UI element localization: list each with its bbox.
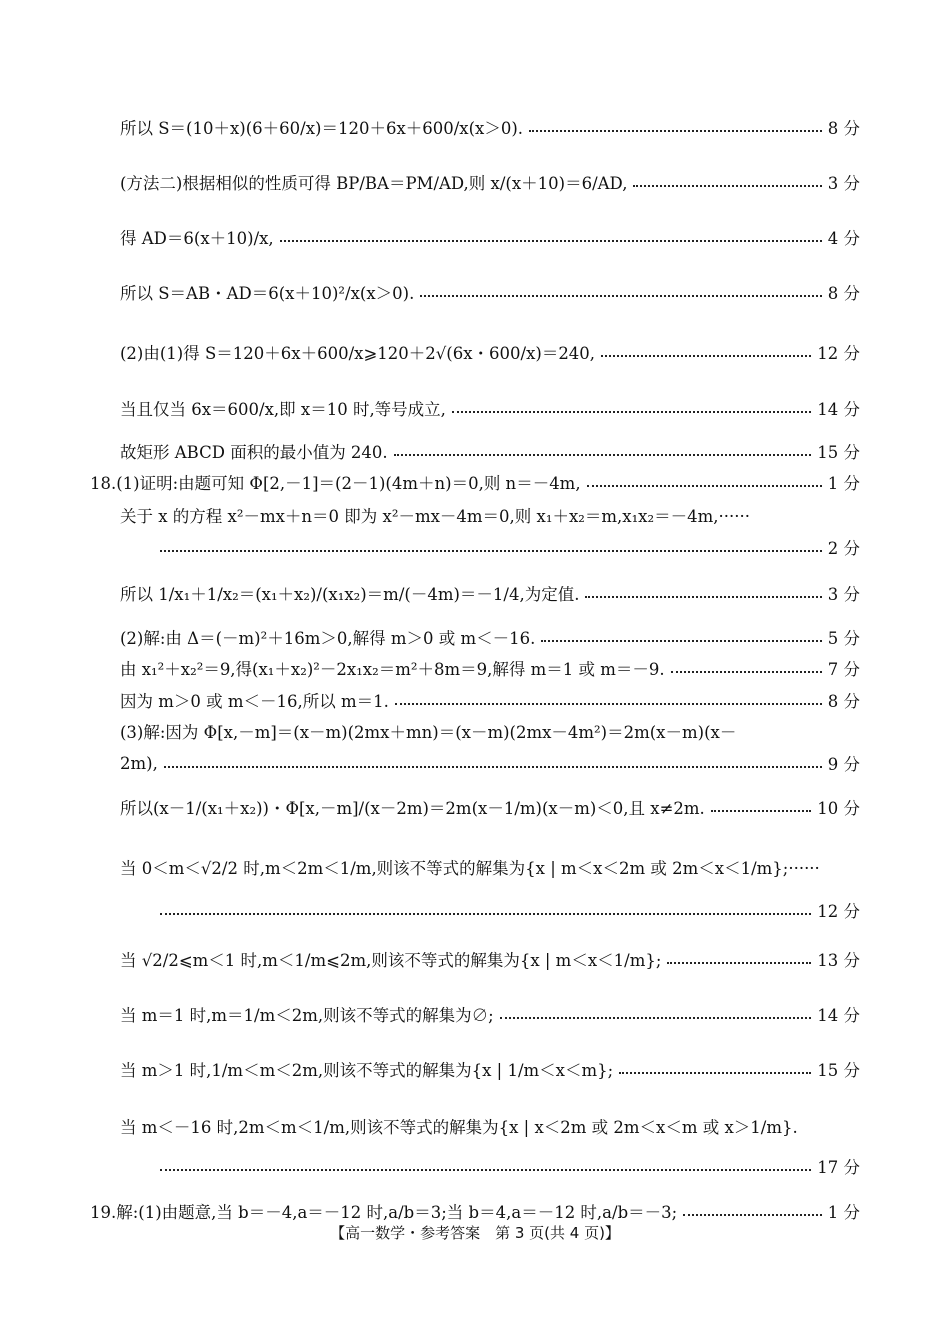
answer-line-1: [120, 112, 860, 142]
line-text: (方法二)根据相似的性质可得 BP/BA＝PM/AD,则 x/(x＋10)＝6/AD,: [120, 174, 628, 193]
leader-dots: [585, 596, 821, 598]
answer-line-15: [120, 716, 860, 746]
answer-line-12: [120, 622, 860, 652]
line-text: 18.(1)证明:由题可知 Φ[2,－1]＝(2－1)(4m＋n)＝0,则 n＝－4m,: [90, 474, 581, 493]
leader-dots: [160, 1169, 811, 1171]
answer-line-5: [120, 337, 860, 367]
leader-dots: [160, 913, 811, 915]
leader-dots: [500, 1017, 812, 1019]
leader-dots: [160, 550, 822, 552]
line-text: 所以 S＝(10＋x)(6＋60/x)＝120＋6x＋600/x(x＞0).: [120, 119, 524, 138]
leader-dots: [452, 411, 811, 413]
line-points: 10 分: [817, 799, 860, 818]
line-points: 9 分: [827, 755, 860, 774]
leader-dots: [394, 454, 812, 456]
line-points: 5 分: [827, 629, 860, 648]
line-text: 所以(x－1/(x₁＋x₂))・Φ[x,－m]/(x－2m)＝2m(x－1/m)(x－m)＜0,且 x≠2m.: [120, 799, 705, 818]
line-points: 12 分: [817, 344, 860, 363]
line-points: 8 分: [827, 692, 860, 711]
line-text: 当 m＞1 时,1/m＜m＜2m,则该不等式的解集为{x | 1/m＜x＜m};: [120, 1061, 614, 1080]
line-points: 7 分: [827, 660, 860, 679]
leader-dots: [683, 1214, 822, 1216]
line-text: (2)由(1)得 S＝120＋6x＋600/x⩾120＋2√(6x・600/x)＝240,: [120, 344, 596, 363]
line-points: 15 分: [817, 443, 860, 462]
line-text: 所以 S＝AB・AD＝6(x＋10)²/x(x＞0).: [120, 284, 415, 303]
line-text: 当且仅当 6x＝600/x,即 x＝10 时,等号成立,: [120, 400, 446, 419]
answer-line-22: [120, 1054, 860, 1084]
line-text: 2m),: [120, 753, 158, 773]
line-text: 当 m＝1 时,m＝1/m＜2m,则该不等式的解集为∅;: [120, 1006, 494, 1025]
line-points: 14 分: [817, 1006, 860, 1025]
answer-line-23: [120, 1111, 860, 1141]
answer-line-17: [120, 792, 860, 822]
answer-line-9: [120, 500, 860, 530]
leader-dots: [619, 1072, 811, 1074]
line-points: 8 分: [827, 284, 860, 303]
leader-dots: [711, 810, 811, 812]
leader-dots: [395, 703, 822, 705]
answer-line-18: [120, 852, 860, 882]
line-text: 由 x₁²＋x₂²＝9,得(x₁＋x₂)²－2x₁x₂＝m²＋8m＝9,解得 m＝1 或 m＝－9.: [120, 660, 665, 679]
answer-line-7: [120, 436, 860, 466]
answer-line-21: [120, 999, 860, 1029]
answer-line-11: [120, 578, 860, 608]
line-points: 8 分: [827, 119, 860, 138]
line-points: 1 分: [827, 474, 860, 493]
leader-dots: [587, 485, 822, 487]
answer-line-8: [90, 467, 860, 497]
answer-line-6: [120, 393, 860, 423]
line-text: 因为 m＞0 或 m＜－16,所以 m＝1.: [120, 692, 389, 711]
answer-line-16: [120, 748, 860, 778]
leader-dots: [420, 295, 821, 297]
answer-line-13: [120, 653, 860, 683]
line-text: 当 √2/2⩽m＜1 时,m＜1/m⩽2m,则该不等式的解集为{x | m＜x＜1/m};: [120, 951, 662, 970]
line-text: 当 m＜－16 时,2m＜m＜1/m,则该不等式的解集为{x | x＜2m 或 2m＜x＜m 或 x＞1/m}.: [120, 1118, 798, 1137]
leader-dots: [280, 240, 822, 242]
leader-dots: [541, 640, 821, 642]
line-text: (3)解:因为 Φ[x,－m]＝(x－m)(2mx＋mn)＝(x－m)(2mx－4m²)＝2m(x－m)(x－: [120, 723, 737, 742]
line-points: 17 分: [817, 1158, 860, 1177]
answer-line-4: [120, 277, 860, 307]
answer-line-19: [160, 895, 860, 925]
leader-dots: [667, 962, 811, 964]
line-points: 4 分: [827, 229, 860, 248]
answer-line-24: [160, 1151, 860, 1181]
page-footer: 【高一数学・参考答案 第 3 页(共 4 页)】: [330, 1224, 620, 1242]
line-text: 故矩形 ABCD 面积的最小值为 240.: [120, 443, 388, 462]
line-points: 1 分: [827, 1203, 860, 1222]
line-points: 14 分: [817, 400, 860, 419]
leader-dots: [529, 130, 822, 132]
leader-dots: [633, 185, 821, 187]
leader-dots: [601, 355, 811, 357]
line-text: 所以 1/x₁＋1/x₂＝(x₁＋x₂)/(x₁x₂)＝m/(－4m)＝－1/4,为定值.: [120, 585, 580, 604]
line-text: 19.解:(1)由题意,当 b＝－4,a＝－12 时,a/b＝3;当 b＝4,a＝－12 时,a/b＝－3;: [90, 1203, 678, 1222]
answer-line-20: [120, 944, 860, 974]
line-text: 得 AD＝6(x＋10)/x,: [120, 229, 274, 248]
line-points: 15 分: [817, 1061, 860, 1080]
answer-line-10: [160, 532, 860, 562]
line-text: 当 0＜m＜√2/2 时,m＜2m＜1/m,则该不等式的解集为{x | m＜x＜2m 或 2m＜x＜1/m};······: [120, 859, 820, 878]
line-points: 12 分: [817, 902, 860, 921]
line-text: (2)解:由 Δ＝(－m)²＋16m＞0,解得 m＞0 或 m＜－16.: [120, 629, 536, 648]
line-points: 3 分: [827, 585, 860, 604]
line-text: 关于 x 的方程 x²－mx＋n＝0 即为 x²－mx－4m＝0,则 x₁＋x₂＝m,x₁x₂＝－4m,······: [120, 507, 750, 526]
answer-line-14: [120, 685, 860, 715]
line-points: 13 分: [817, 951, 860, 970]
line-points: 3 分: [827, 174, 860, 193]
leader-dots: [164, 766, 822, 768]
answer-line-2: [120, 167, 860, 197]
answer-line-3: [120, 222, 860, 252]
line-points: 2 分: [827, 539, 860, 558]
leader-dots: [671, 671, 822, 673]
